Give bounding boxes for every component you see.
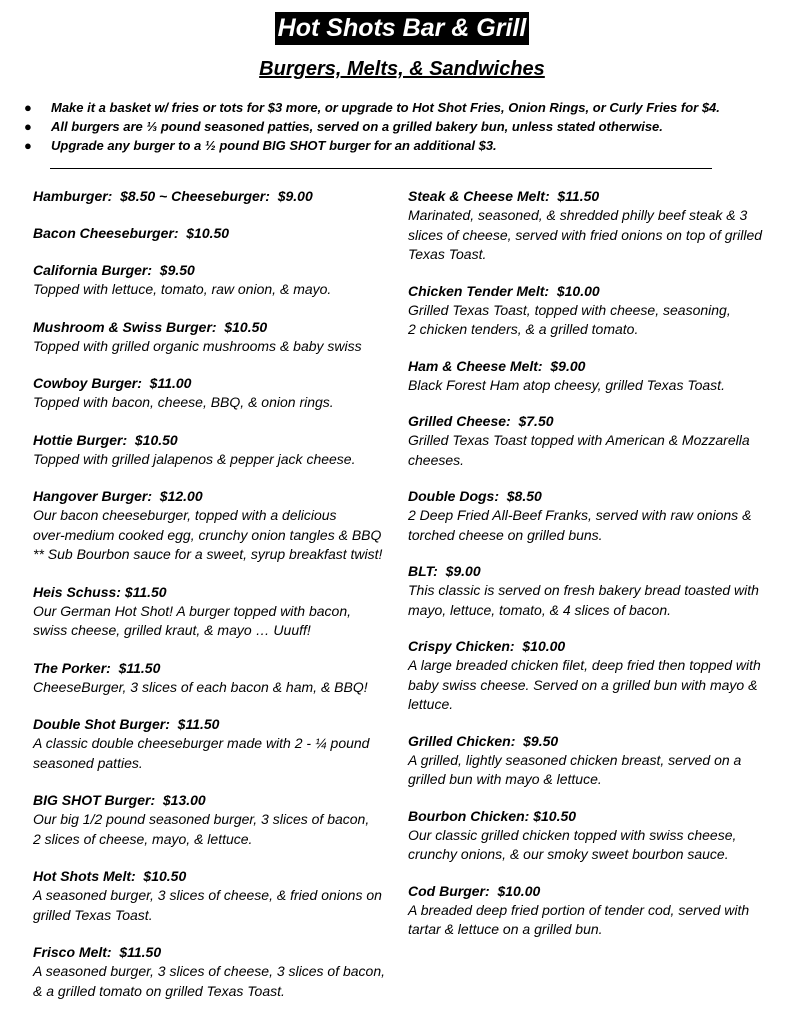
description-line: Our bacon cheeseburger, topped with a delicious <box>33 507 337 523</box>
menu-item-description <box>408 581 788 620</box>
description-line: Our classic grilled chicken topped with swiss cheese, <box>408 826 737 843</box>
menu-item-description <box>33 393 399 413</box>
bullet-icon: ● <box>24 100 32 115</box>
description-line: Topped with grilled organic mushrooms & baby swiss <box>33 337 362 354</box>
description-line: crunchy onions, & our smoky sweet bourbon sauce. <box>408 846 729 862</box>
description-line: Texas Toast. <box>408 246 487 262</box>
menu-item-description <box>408 376 788 396</box>
bullet-icon: ● <box>24 119 32 134</box>
description-line: A large breaded chicken filet, deep fried then topped with <box>408 657 761 673</box>
description-line: 2 Deep Fried All-Beef Franks, served with raw onions & <box>408 507 752 523</box>
menu-item-description <box>408 301 788 340</box>
description-line: over-medium cooked egg, crunchy onion tangles & BBQ <box>33 526 382 543</box>
description-line: A grilled, lightly seasoned chicken breast, served on a <box>408 751 742 768</box>
description-line: & a grilled tomato on grilled Texas Toast. <box>33 982 285 999</box>
menu-item <box>408 881 788 940</box>
restaurant-title: Hot Shots Bar & Grill <box>275 12 530 45</box>
menu-item-name: Hot Shots Melt: $10.50 <box>33 868 187 884</box>
menu-item <box>408 356 788 396</box>
menu-item-name: Cowboy Burger: $11.00 <box>33 375 192 391</box>
title-wrap <box>0 12 804 45</box>
menu-item-description <box>408 656 788 715</box>
menu-item-description <box>33 602 399 641</box>
menu-item <box>33 430 399 470</box>
menu-item-name: Grilled Cheese: $7.50 <box>408 413 554 429</box>
description-line: swiss cheese, grilled kraut, & mayo … Uuuff! <box>33 622 311 638</box>
note-text: All burgers are ⅓ pound seasoned patties, served on a grilled bakery bun, unless stated otherwise. <box>51 119 663 134</box>
menu-item-name: Steak & Cheese Melt: $11.50 <box>408 188 600 204</box>
note-item <box>24 136 794 155</box>
note-text: Make it a basket w/ fries or tots for $3 more, or upgrade to Hot Shot Fries, Onion Rings, or Curly Fries for $4. <box>51 100 720 115</box>
menu-item <box>33 582 399 641</box>
menu-item <box>33 373 399 413</box>
menu-item-name: Cod Burger: $10.00 <box>408 882 541 899</box>
description-line: grilled bun with mayo & lettuce. <box>408 771 602 787</box>
menu-item-description <box>33 886 399 925</box>
menu-column-right <box>408 186 788 956</box>
menu-item-name: Bourbon Chicken: $10.50 <box>408 807 577 824</box>
menu-item-description <box>33 962 399 1001</box>
note-item <box>24 98 794 117</box>
note-text: Upgrade any burger to a ½ pound BIG SHOT burger for an additional $3. <box>51 138 497 153</box>
description-line: Our German Hot Shot! A burger topped with bacon, <box>33 602 352 619</box>
menu-item-name: Ham & Cheese Melt: $9.00 <box>408 357 586 374</box>
description-line: tartar & lettuce on a grilled bun. <box>408 921 603 937</box>
menu-item <box>33 658 399 698</box>
menu-item-description <box>33 280 399 300</box>
menu-item-name: Mushroom & Swiss Burger: $10.50 <box>33 318 268 335</box>
menu-item <box>408 636 788 715</box>
menu-item-name: Crispy Chicken: $10.00 <box>408 638 566 654</box>
menu-item <box>33 260 399 300</box>
description-line: Black Forest Ham atop cheesy, grilled Texas Toast. <box>408 376 725 393</box>
description-line: 2 slices of cheese, mayo, & lettuce. <box>33 830 253 847</box>
menu-item <box>33 790 399 849</box>
menu-item-name: Hamburger: $8.50 ~ Cheeseburger: $9.00 <box>33 188 313 204</box>
description-line: This classic is served on fresh bakery bread toasted with <box>408 582 759 598</box>
description-line: cheeses. <box>408 451 465 468</box>
menu-item-description <box>408 751 788 790</box>
description-line: CheeseBurger, 3 slices of each bacon & ham, & BBQ! <box>33 678 368 695</box>
menu-item-name: Double Shot Burger: $11.50 <box>33 716 220 732</box>
description-line: Grilled Texas Toast topped with American & Mozzarella <box>408 432 750 448</box>
menu-item <box>408 486 788 545</box>
bullet-icon: ● <box>24 138 32 153</box>
description-line: seasoned patties. <box>33 754 143 771</box>
menu-item-name: Bacon Cheeseburger: $10.50 <box>33 225 230 241</box>
menu-item <box>408 806 788 865</box>
description-line: Grilled Texas Toast, topped with cheese, seasoning, <box>408 301 731 318</box>
description-line: A seasoned burger, 3 slices of cheese, & fried onions on <box>33 887 382 903</box>
description-line: 2 chicken tenders, & a grilled tomato. <box>408 321 639 337</box>
menu-item <box>33 486 399 565</box>
menu-item <box>33 866 399 925</box>
menu-item <box>33 186 399 206</box>
menu-notes <box>24 98 794 155</box>
menu-column-left <box>33 186 399 1018</box>
menu-item-name: Hangover Burger: $12.00 <box>33 488 203 504</box>
menu-section-title: Burgers, Melts, & Sandwiches <box>259 58 545 80</box>
menu-item-name: Frisco Melt: $11.50 <box>33 944 162 960</box>
description-line: ** Sub Bourbon sauce for a sweet, syrup breakfast twist! <box>33 546 383 562</box>
menu-item <box>408 731 788 790</box>
description-line: Topped with grilled jalapenos & pepper jack cheese. <box>33 450 356 467</box>
menu-item <box>408 561 788 620</box>
menu-item-name: BIG SHOT Burger: $13.00 <box>33 792 206 808</box>
menu-item-name: Heis Schuss: $11.50 <box>33 583 167 600</box>
menu-item <box>33 714 399 773</box>
menu-item-name: The Porker: $11.50 <box>33 659 161 676</box>
menu-item-description <box>33 450 399 470</box>
menu-item-description <box>33 810 399 849</box>
menu-item-description <box>33 734 399 773</box>
description-line: baby swiss cheese. Served on a grilled bun with mayo & <box>408 676 758 693</box>
description-line: grilled Texas Toast. <box>33 906 153 923</box>
menu-item-description <box>408 901 788 940</box>
menu-item-description <box>33 506 399 565</box>
description-line: Topped with bacon, cheese, BBQ, & onion rings. <box>33 394 334 410</box>
menu-item <box>33 317 399 357</box>
description-line: Our big 1/2 pound seasoned burger, 3 slices of bacon, <box>33 811 370 827</box>
menu-item-description <box>408 431 788 470</box>
menu-item-description <box>33 678 399 698</box>
menu-item <box>408 411 788 470</box>
menu-item-name: Grilled Chicken: $9.50 <box>408 732 559 749</box>
description-line: A classic double cheeseburger made with 2 - ¼ pound <box>33 735 370 751</box>
menu-item-name: Hottie Burger: $10.50 <box>33 431 178 448</box>
menu-item-name: BLT: $9.00 <box>408 563 481 579</box>
description-line: A breaded deep fried portion of tender cod, served with <box>408 901 750 918</box>
divider <box>50 168 712 169</box>
description-line: Marinated, seasoned, & shredded philly beef steak & 3 <box>408 207 748 223</box>
menu-item-description <box>408 826 788 865</box>
description-line: slices of cheese, served with fried onions on top of grilled <box>408 226 763 243</box>
menu-item-name: California Burger: $9.50 <box>33 262 195 278</box>
menu-item <box>33 223 399 243</box>
description-line: torched cheese on grilled buns. <box>408 526 603 543</box>
description-line: mayo, lettuce, tomato, & 4 slices of bacon. <box>408 601 672 618</box>
menu-item <box>33 942 399 1001</box>
menu-item-description <box>33 337 399 357</box>
menu-item-description <box>408 506 788 545</box>
menu-item-name: Chicken Tender Melt: $10.00 <box>408 282 600 299</box>
menu-item <box>408 186 788 265</box>
menu-item <box>408 281 788 340</box>
menu-item-name: Double Dogs: $8.50 <box>408 488 542 504</box>
note-item <box>24 117 794 136</box>
description-line: lettuce. <box>408 696 454 712</box>
description-line: A seasoned burger, 3 slices of cheese, 3 slices of bacon, <box>33 963 386 979</box>
menu-item-description <box>408 206 788 265</box>
description-line: Topped with lettuce, tomato, raw onion, & mayo. <box>33 281 332 297</box>
